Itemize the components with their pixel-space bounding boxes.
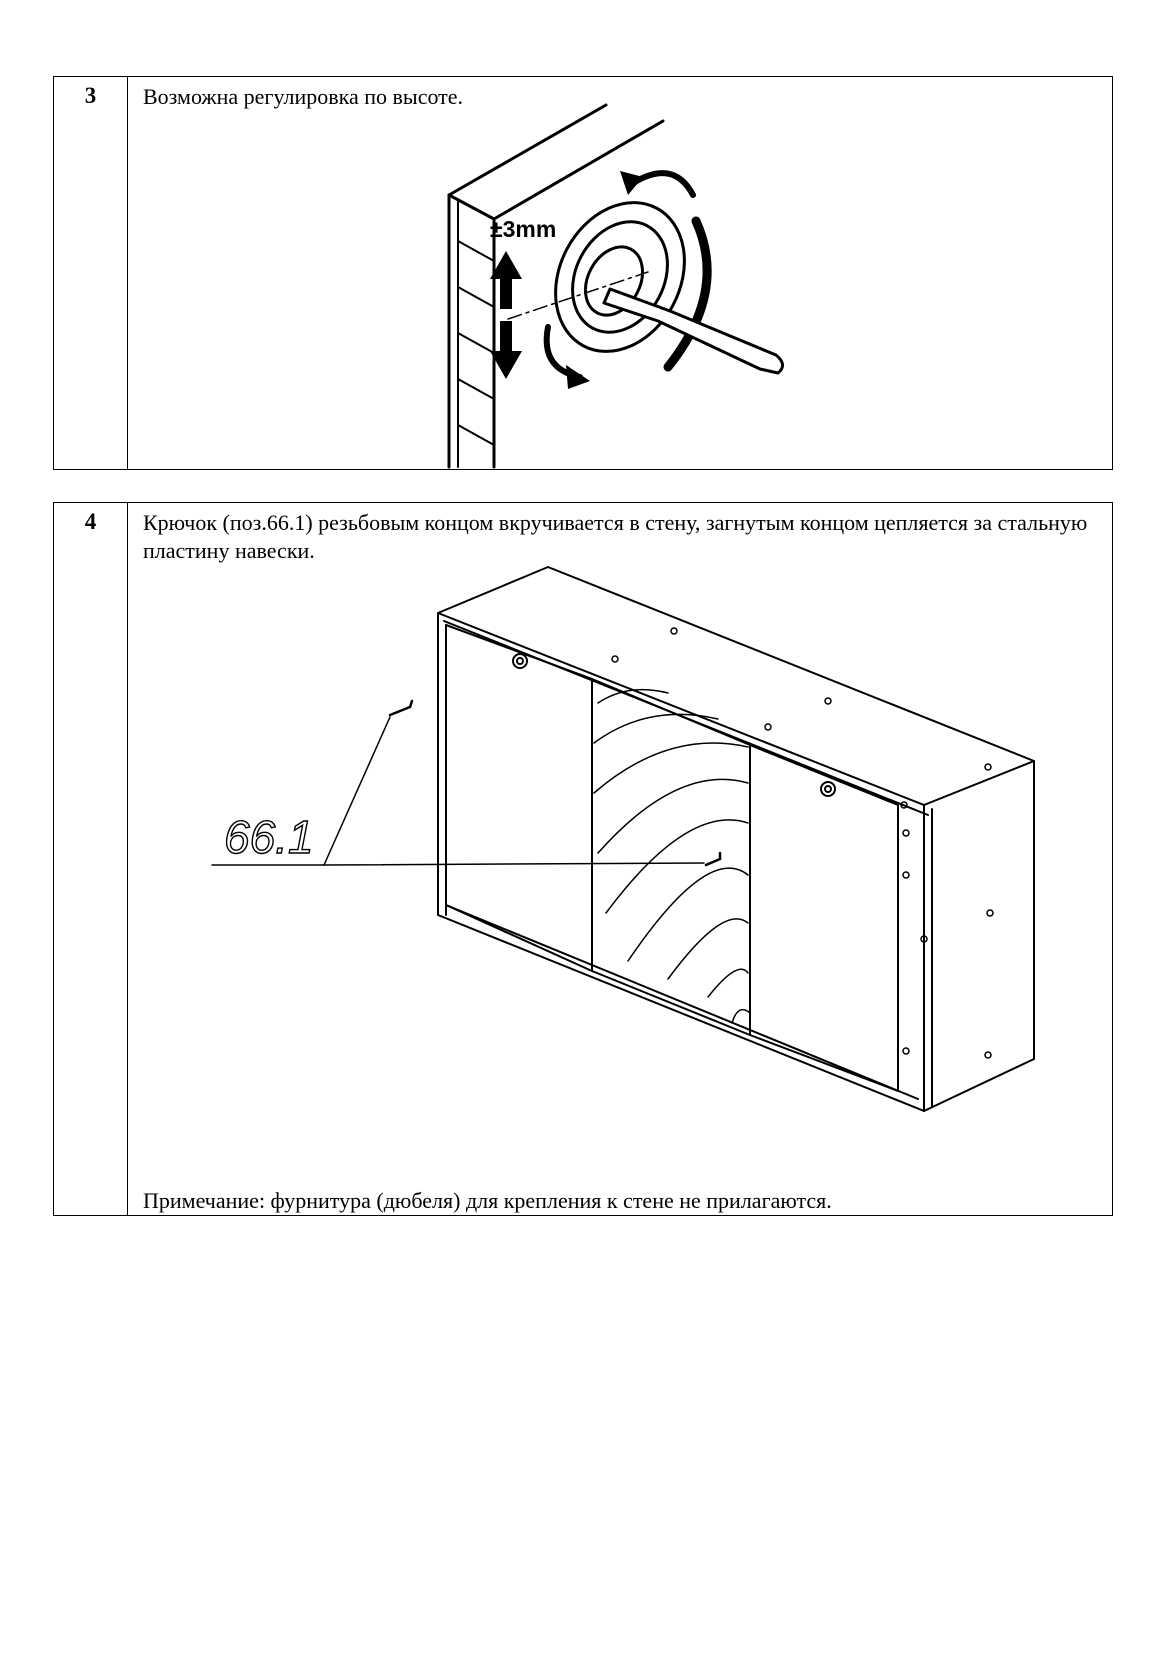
hook-icon (390, 701, 720, 865)
panel-layers (458, 201, 494, 467)
step-3-text: Возможна регулировка по высоте. (143, 84, 464, 109)
adjust-range-label: ±3mm (490, 216, 557, 242)
step-3-row (53, 76, 1113, 470)
screwdriver-icon (604, 289, 783, 373)
step-3-content (128, 77, 1112, 469)
hinge-cup-icon (513, 654, 835, 796)
rotate-arrow-bottom (547, 327, 580, 377)
step-4-text: Крючок (поз.66.1) резьбовым концом вкручивается в стену, загнутым концом цепляется за стальную пластину навески. (143, 510, 1088, 563)
left-door (446, 625, 592, 971)
step-number: 4 (54, 503, 128, 1215)
callout-label: 66.1 (224, 811, 314, 863)
rotate-arrow-bottom-head (566, 365, 590, 389)
mounting-holes (612, 628, 993, 1058)
rotation-shadow (668, 221, 707, 367)
step-4-content (128, 503, 1112, 1215)
cabinet-wall-mount-illustration (128, 503, 1112, 1215)
height-adjustment-illustration (128, 77, 1112, 469)
step-4-row (53, 502, 1113, 1216)
step-number: 3 (54, 77, 128, 469)
rotate-arrow-top-head (620, 171, 643, 195)
middle-panel (592, 679, 750, 1035)
step-4-note: Примечание: фурнитура (дюбеля) для крепления к стене не прилагаются. (143, 1188, 832, 1213)
